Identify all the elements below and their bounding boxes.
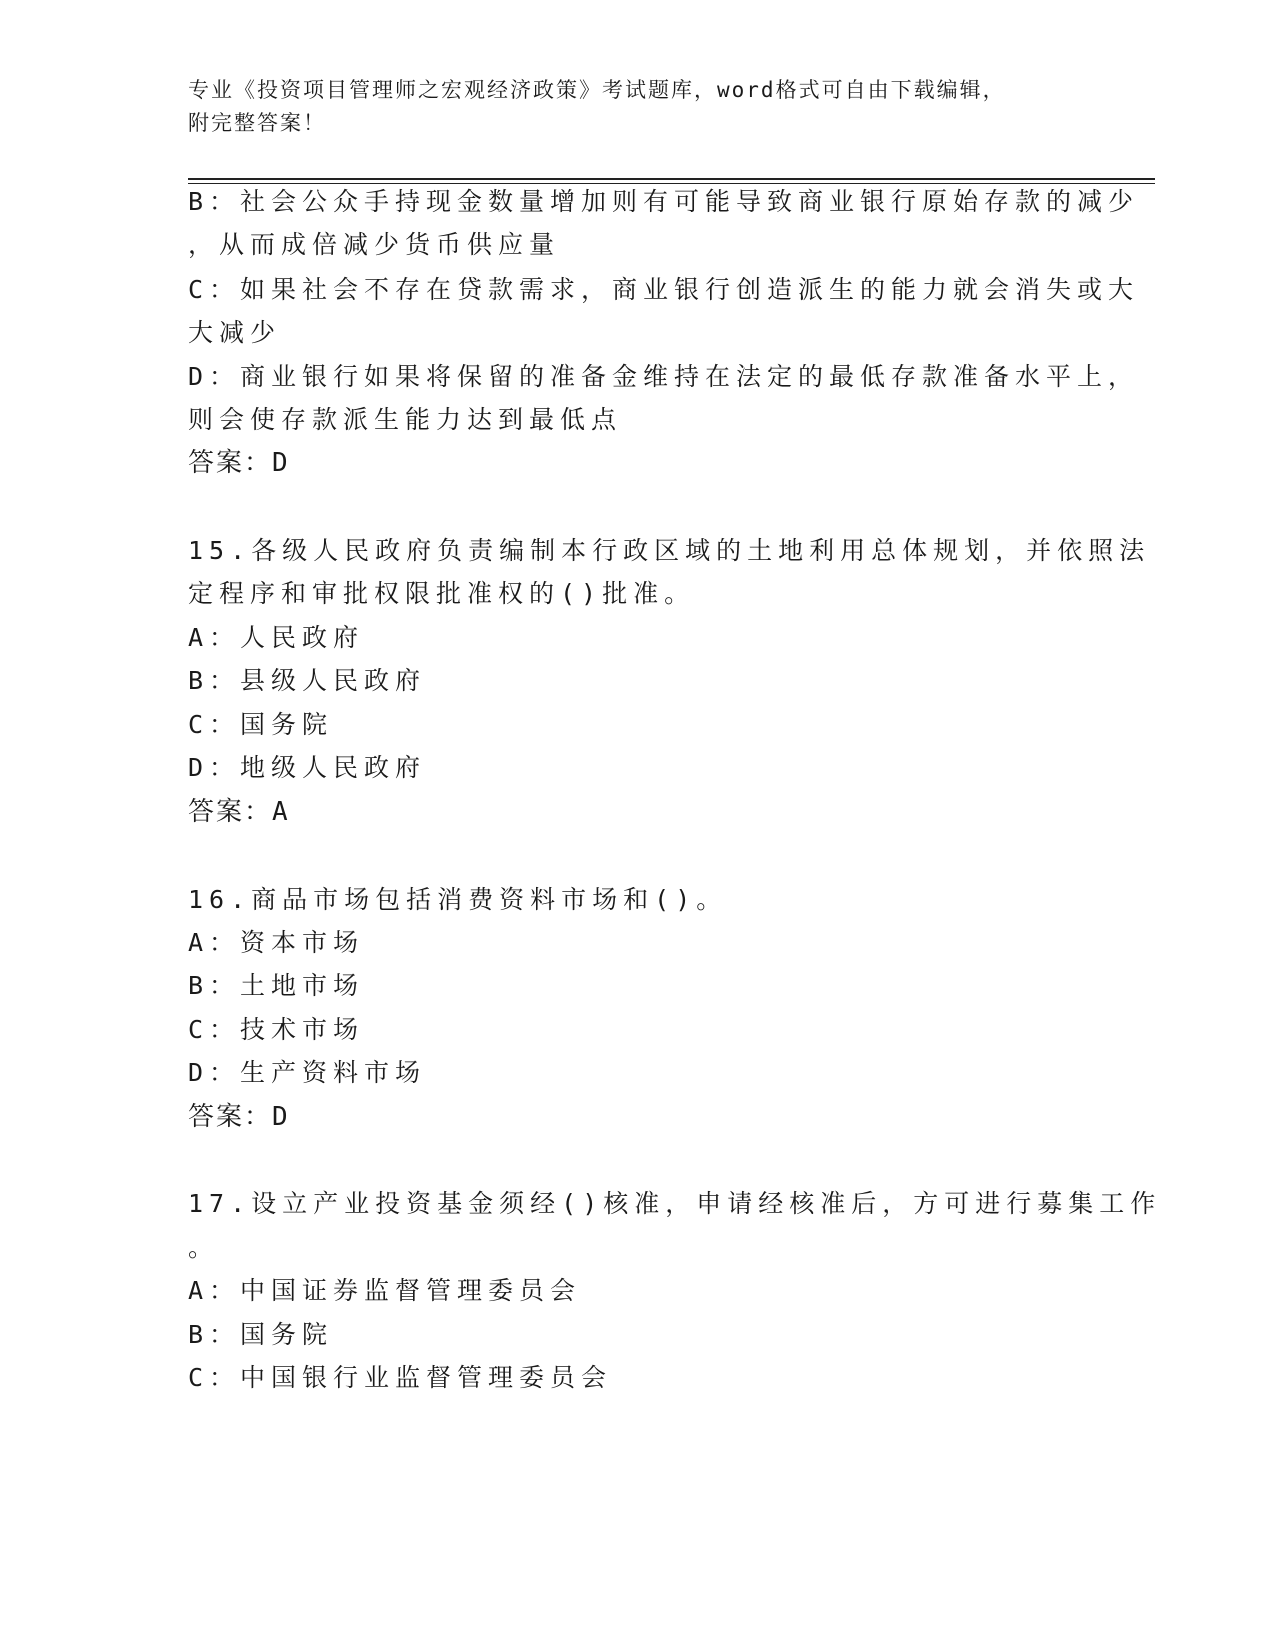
q17-option-b: B：国务院 [188,1320,334,1349]
header-title-line-2: 附完整答案！ [188,111,326,135]
prev-option-b-line-1: B：社会公众手持现金数量增加则有可能导致商业银行原始存款的减少 [188,187,1140,216]
q17-question-line-2: 。 [188,1233,220,1262]
prev-option-d-line-1: D：商业银行如果将保留的准备金维持在法定的最低存款准备水平上， [188,362,1140,391]
prev-option-c-line-1: C：如果社会不存在贷款需求，商业银行创造派生的能力就会消失或大 [188,275,1140,304]
q15-option-b: B：县级人民政府 [188,666,427,695]
q15-option-d: D：地级人民政府 [188,753,427,782]
q15-question-line-2: 定程序和审批权限批准权的()批准。 [188,579,696,608]
header-divider-thin [188,183,1155,184]
header-divider-thick [188,178,1155,180]
header-title-line-1: 专业《投资项目管理师之宏观经济政策》考试题库，word格式可自由下载编辑， [188,78,1006,102]
q16-answer: 答案：D [188,1102,290,1132]
q16-option-b: B：土地市场 [188,971,365,1000]
document-header [188,74,1068,140]
prev-option-c-line-2: 大减少 [188,318,282,347]
q15-answer: 答案：A [188,797,290,827]
q15-option-c: C：国务院 [188,710,334,739]
q16-option-d: D：生产资料市场 [188,1058,427,1087]
q17-option-a: A：中国证券监督管理委员会 [188,1276,582,1305]
q16-question: 16.商品市场包括消费资料市场和()。 [188,885,728,914]
prev-option-b-line-2: ，从而成倍减少货币供应量 [188,230,561,259]
prev-answer: 答案：D [188,448,290,478]
q15-option-a: A：人民政府 [188,623,365,652]
prev-option-d-line-2: 则会使存款派生能力达到最低点 [188,405,623,434]
q16-option-c: C：技术市场 [188,1015,365,1044]
q17-option-c: C：中国银行业监督管理委员会 [188,1363,613,1392]
q16-option-a: A：资本市场 [188,928,365,957]
q15-question-line-1: 15.各级人民政府负责编制本行政区域的土地利用总体规划，并依照法 [188,536,1151,565]
q17-question-line-1: 17.设立产业投资基金须经()核准，申请经核准后，方可进行募集工作 [188,1189,1162,1218]
